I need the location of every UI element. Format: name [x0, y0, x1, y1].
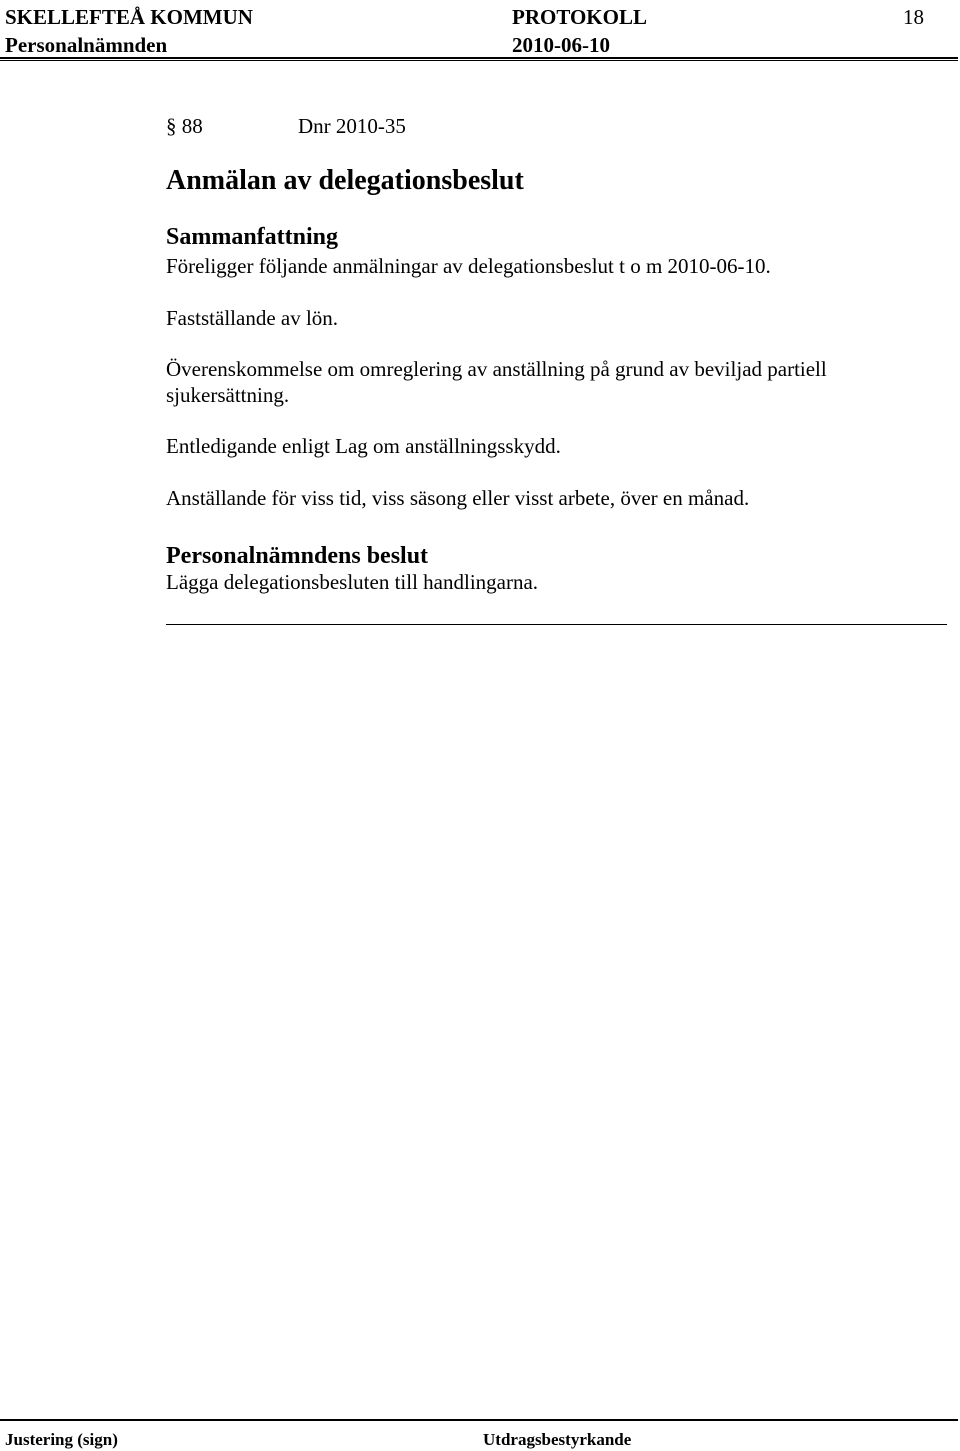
summary-item: Överenskommelse om omreglering av anställning på grund av beviljad partiell [166, 357, 827, 381]
summary-item: Fastställande av lön. [166, 306, 339, 330]
committee-name: Personalnämnden [5, 33, 168, 57]
footer-divider [0, 1419, 958, 1421]
header-divider [0, 57, 958, 61]
summary-item: Anställande för viss tid, viss säsong eller visst arbete, över en månad. [166, 486, 750, 510]
page-number: 18 [903, 5, 924, 29]
decision-text: Lägga delegationsbesluten till handlingarna. [166, 570, 539, 594]
footer-certification-label: Utdragsbestyrkande [483, 1430, 632, 1449]
diary-number: Dnr 2010-35 [298, 114, 406, 138]
section-title: Anmälan av delegationsbeslut [166, 165, 524, 196]
document-date: 2010-06-10 [512, 33, 610, 57]
summary-item-continuation: sjukersättning. [166, 383, 290, 407]
summary-intro: Föreligger följande anmälningar av delegationsbeslut t o m 2010-06-10. [166, 254, 771, 278]
document-type: PROTOKOLL [512, 5, 647, 29]
summary-item: Entledigande enligt Lag om anställningsskydd. [166, 434, 561, 458]
section-number-line [166, 114, 406, 138]
section-end-divider [166, 624, 947, 625]
decision-heading: Personalnämndens beslut [166, 543, 429, 569]
footer-signature-label: Justering (sign) [5, 1430, 118, 1449]
organization-name: SKELLEFTEÅ KOMMUN [5, 5, 253, 29]
summary-heading: Sammanfattning [166, 224, 339, 250]
paragraph-number: § 88 [166, 114, 203, 138]
